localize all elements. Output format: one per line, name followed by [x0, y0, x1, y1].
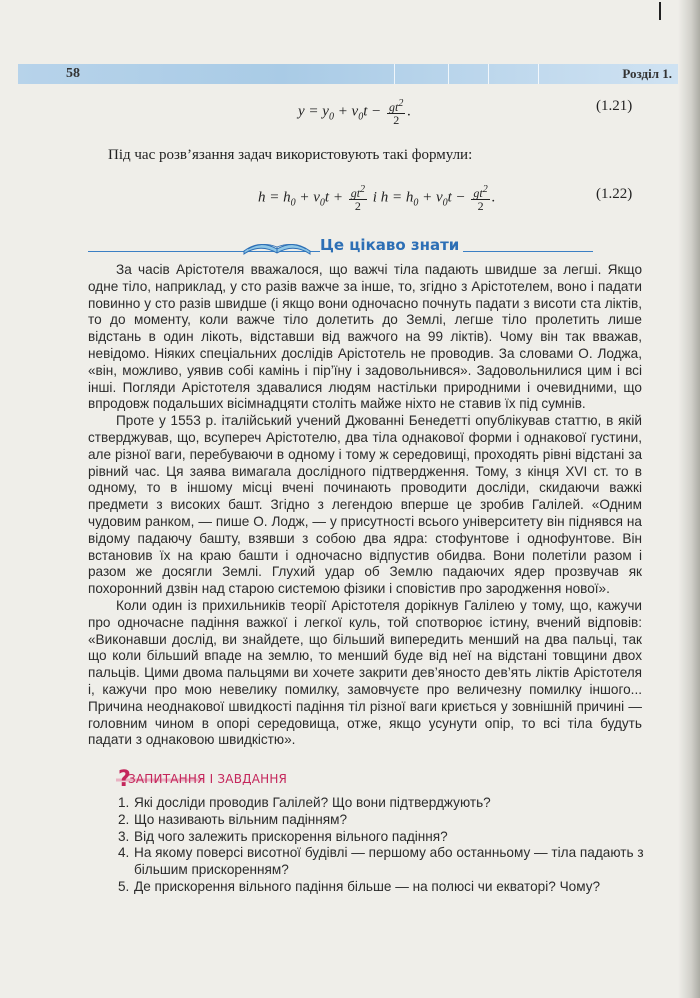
paragraph: Коли один із прихильників теорії Арістотеля дорікнув Галілею у тому, що, кажучи про одночасне падіння важкої і легкої куль, той спотворює істину, вчений відповів: «Виконавши дослід, ви знайдете, що більший випередить менший на два пальці, так що коли більший впаде на землю, то менший буде від неї на відстані товщини двох пальців. Цими двома пальцями ви хочете закрити дев’яносто дев’ять ліктів Арістотеля і, кажучи про мою невелику помилку, замовчуєте про величезну помилку іншого... Причина неоднакової швидкості падіння тіл різної ваги криється у зовнішній причині — головним чином в опорі середовища, отже, якщо усунути опір, то всі тіла будуть падати з однаковою швидкістю». [88, 597, 642, 748]
equation-number-1-21: (1.21) [596, 98, 633, 114]
formula-1-22: $h = h_0 + v_0t$ + $\frac{gt^2}{2}$ і $h = h_0 + v_0t$ − $\frac{gt^2}{2}$ . [258, 184, 496, 213]
question-item: 5. Де прискорення вільного падіння більше — на полюсі чи екваторі? Чому? [118, 878, 601, 894]
page-number: 58 [66, 66, 80, 81]
formulas-intro: Під час розв’язання задач використовують такі формули: [108, 147, 473, 163]
question-item: 3. Від чого залежить прискорення вільного падіння? [118, 828, 448, 844]
page-edge-shadow [678, 0, 700, 998]
section-label: Розділ 1. [622, 66, 672, 81]
corner-mark [655, 2, 665, 20]
open-book-icon [242, 235, 312, 257]
header-bar [18, 64, 678, 84]
interesting-facts-text [88, 262, 642, 749]
paragraph: Проте у 1553 р. італійський учений Джованні Бенедетті опублікував статтю, в якій стверджував, що, всупереч Арістотелю, два тіла однакової форми і однакової густини, але різної ваги, перебуваючи в одному і тому ж середовищі, проходять рівні відстані за рівний час. Ця заява вимагала дослідного підтвердження. Тому, з кінця XVI ст. то в одному, то в іншому місці вчені починають проводити досліди, скидаючи важкі предмети з високих башт. Згідно з легендою вперше це зробив Галілей. «Одним чудовим ранком, — пише О. Лодж, — у присутності всього університету він піднявся на відому падаючу башту, взявши з собою два ядра: стофунтове і однофунтове. Він встановив їх на краю башти і одночасно відпустив обидва. Вони полетіли разом і разом же досягли Землі. Глухий удар об Землю падаючих ядер прозвучав як похоронний дзвін над старою системою фізики і сповістив про зародження нової». [88, 413, 642, 597]
interesting-facts-title: Це цікаво знати [320, 236, 463, 254]
questions-title: ЗАПИТАННЯ І ЗАВДАННЯ [128, 772, 288, 786]
formula-1-21: $y = y_0 + v_0t$ − $\frac{gt^2}{2}$ . [298, 98, 412, 127]
question-item: 1. Які досліди проводив Галілей? Що вони підтверджують? [118, 795, 491, 810]
paragraph: За часів Арістотеля вважалося, що важчі тіла падають швидше за легші. Якщо одне тіло, наприклад, у сто разів важче за інше, то, згідно з Арістотелем, воно і падати повинно у сто разів швидше (і якщо вони одночасно почнуть падати з висоти ста ліктів, то до моменту, коли важче тіло долетить до Землі, легше тіло пролетить лише відстань в один лікоть, відставши від важчого на 99 ліктів). Чому він так вважав, невідомо. Ніяких спеціальних дослідів Арістотель не проводив. За словами О. Лоджа, «він, можливо, уявив собі камінь і пір’їну і задовольнився». Задовольнилися цим і всі інші. Погляди Арістотеля здавалися людям настільки природними і очевидними, що впродовж подальших вісімнадцяти століть майже ніхто не ставив їх під сумнів. [88, 262, 642, 412]
questions-list [118, 795, 648, 896]
equation-number-1-22: (1.22) [596, 186, 633, 202]
question-item: 4. На якому поверсі висотної будівлі — першому або останньому — тіла падають з більшим прискоренням? [118, 845, 644, 878]
question-item: 2. Що називають вільним падінням? [118, 811, 348, 827]
svg-text:?: ? [118, 767, 131, 790]
